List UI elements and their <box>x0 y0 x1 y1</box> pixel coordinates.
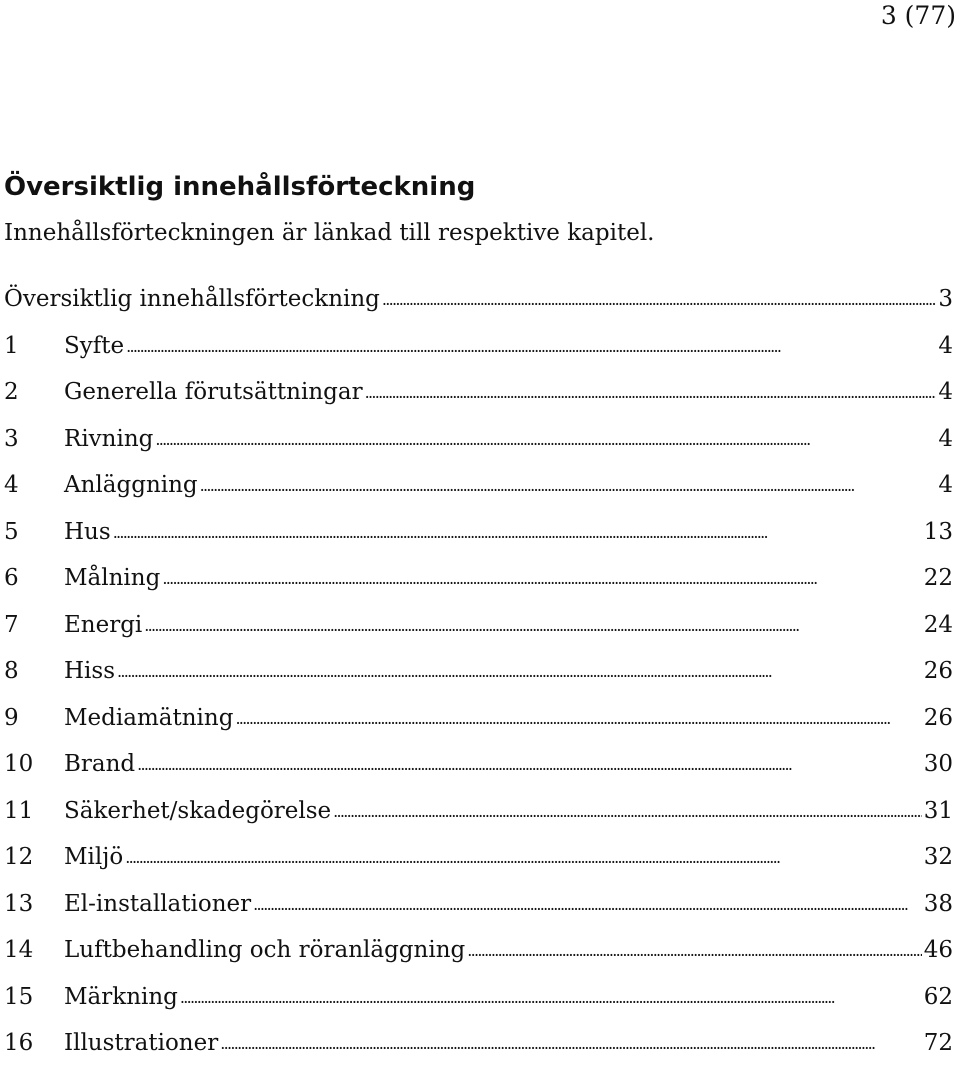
toc-entry[interactable] <box>4 372 953 419</box>
toc-dot-leader <box>117 652 922 692</box>
toc-entry-title[interactable]: Märkning <box>64 983 178 1010</box>
toc-entry[interactable] <box>4 1023 953 1070</box>
toc-entry-number: 11 <box>4 797 34 824</box>
toc-entry-page[interactable]: 31 <box>923 797 953 824</box>
toc-entry-title[interactable]: Rivning <box>64 425 154 452</box>
toc-entry[interactable] <box>4 884 953 931</box>
toc-entry[interactable] <box>4 605 953 652</box>
toc-dot-leader <box>137 745 922 785</box>
toc-entry-number: 2 <box>4 379 19 405</box>
toc-entry-number: 3 <box>4 425 19 452</box>
toc-entry-number: 14 <box>4 937 34 963</box>
toc-entry-page[interactable]: 22 <box>923 565 953 591</box>
toc-dot-leader <box>162 559 921 599</box>
toc-entry-number: 1 <box>4 332 19 359</box>
page-number: 3 (77) <box>880 1 956 30</box>
toc-dot-leader <box>125 838 921 878</box>
toc-entry-title[interactable]: Brand <box>64 751 136 777</box>
toc-entry[interactable] <box>4 930 953 977</box>
toc-dot-leader <box>220 1024 921 1064</box>
toc-entry-title[interactable]: Illustrationer <box>64 1030 219 1056</box>
toc-entry-title[interactable]: Energi <box>64 611 143 638</box>
toc-dot-leader <box>253 885 922 925</box>
toc-entry-number: 4 <box>4 472 19 498</box>
toc-entry-page[interactable]: 4 <box>938 472 953 498</box>
toc-entry-number: 13 <box>4 890 34 917</box>
toc-entry-page[interactable]: 46 <box>923 937 953 963</box>
toc-entry-page[interactable]: 26 <box>923 704 953 731</box>
toc-entry-page[interactable]: 4 <box>938 425 953 452</box>
toc-entry-page[interactable]: 3 <box>938 286 953 312</box>
toc-entry-title[interactable]: Hiss <box>64 658 116 684</box>
toc-entry-title[interactable]: Anläggning <box>64 472 198 498</box>
toc-entry-page[interactable]: 26 <box>923 658 953 684</box>
toc-dot-leader <box>333 792 922 832</box>
toc-entry-page[interactable]: 4 <box>938 379 953 405</box>
toc-dot-leader <box>180 978 922 1018</box>
toc-entry-number: 6 <box>4 565 19 591</box>
toc-entry-number: 15 <box>4 983 34 1010</box>
toc-entry[interactable] <box>4 419 953 466</box>
toc-entry-number: 12 <box>4 844 34 870</box>
toc-dot-leader <box>126 327 936 367</box>
toc-entry-title[interactable]: Översiktlig innehållsförteckning <box>4 286 380 312</box>
toc-entry-number: 7 <box>4 611 19 638</box>
toc-dot-leader <box>382 280 936 320</box>
toc-dot-leader <box>113 513 922 553</box>
toc-entry-page[interactable]: 72 <box>923 1030 953 1056</box>
toc-dot-leader <box>467 931 921 971</box>
toc-dot-leader <box>235 699 921 739</box>
toc-entry[interactable] <box>4 744 953 791</box>
toc-dot-leader <box>144 606 921 646</box>
toc-entry[interactable] <box>4 465 953 512</box>
toc-entry-number: 5 <box>4 518 19 545</box>
toc-entry-page[interactable]: 13 <box>923 518 953 545</box>
toc-entry[interactable] <box>4 326 953 373</box>
toc-dot-leader <box>200 466 937 506</box>
toc-entry-number: 16 <box>4 1030 34 1056</box>
toc-entry-title[interactable]: Säkerhet/skadegörelse <box>64 797 332 824</box>
toc-entry[interactable] <box>4 558 953 605</box>
toc-entry[interactable] <box>4 512 953 559</box>
toc-entry-page[interactable]: 32 <box>923 844 953 870</box>
page-title: Översiktlig innehållsförteckning <box>4 172 476 202</box>
toc-entry-number: 8 <box>4 658 19 684</box>
toc-entry-page[interactable]: 4 <box>938 332 953 359</box>
toc-entry[interactable] <box>4 698 953 745</box>
toc-entry-title[interactable]: Hus <box>64 518 111 545</box>
toc-entry-title[interactable]: Syfte <box>64 332 125 359</box>
toc-entry-page[interactable]: 30 <box>923 751 953 777</box>
toc-entry-page[interactable]: 38 <box>923 890 953 917</box>
toc-entry[interactable] <box>4 791 953 838</box>
table-of-contents <box>4 279 953 1070</box>
toc-entry[interactable] <box>4 279 953 326</box>
toc-dot-leader <box>365 373 937 413</box>
toc-dot-leader <box>155 420 936 460</box>
toc-entry-title[interactable]: Målning <box>64 565 161 591</box>
toc-entry-title[interactable]: Generella förutsättningar <box>64 379 363 405</box>
toc-entry-title[interactable]: El-installationer <box>64 890 252 917</box>
toc-entry-title[interactable]: Mediamätning <box>64 704 234 731</box>
toc-entry-page[interactable]: 62 <box>923 983 953 1010</box>
toc-entry[interactable] <box>4 977 953 1024</box>
toc-entry-page[interactable]: 24 <box>923 611 953 638</box>
toc-entry-title[interactable]: Miljö <box>64 844 124 870</box>
toc-entry-number: 9 <box>4 704 19 731</box>
toc-entry[interactable] <box>4 837 953 884</box>
toc-entry-number: 10 <box>4 751 34 777</box>
toc-entry[interactable] <box>4 651 953 698</box>
page-subtitle: Innehållsförteckningen är länkad till respektive kapitel. <box>4 220 655 246</box>
toc-entry-title[interactable]: Luftbehandling och röranläggning <box>64 937 466 963</box>
